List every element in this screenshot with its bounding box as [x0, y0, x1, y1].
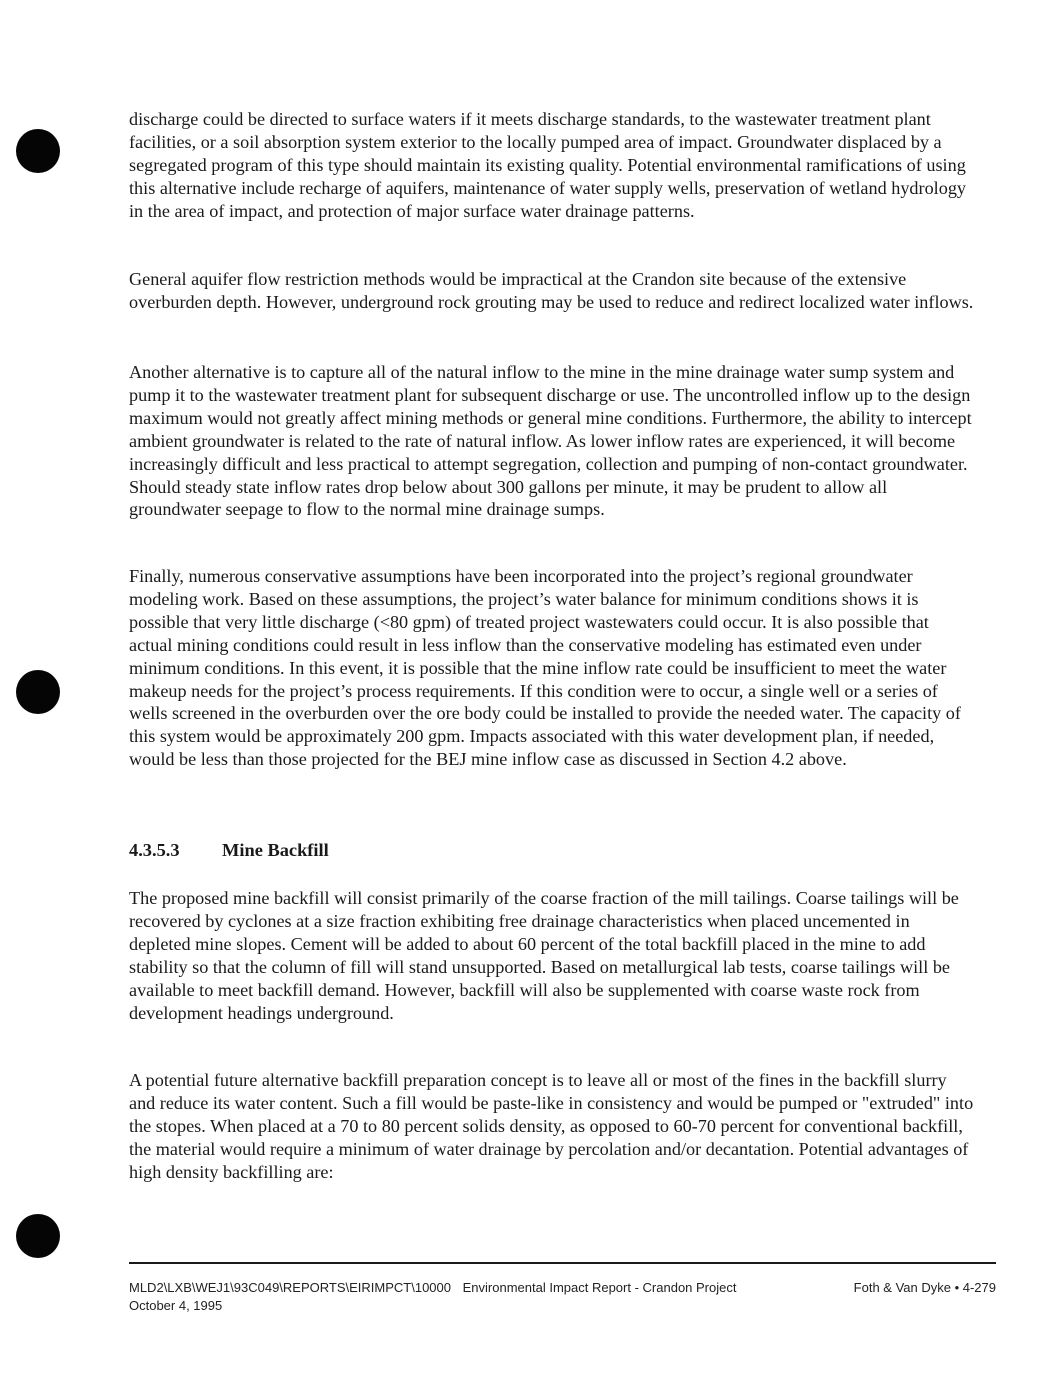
footer-report-title: Environmental Impact Report - Crandon Project	[462, 1280, 737, 1295]
section-number: 4.3.5.3	[129, 840, 180, 860]
footer-file-path: MLD2\LXB\WEJ1\93C049\REPORTS\EIRIMPCT\10000	[129, 1280, 451, 1295]
paragraph-conservative-assumptions: Finally, numerous conservative assumptions have been incorporated into the project’s regional groundwater modeling work. Based on these assumptions, the project’s water balance for minimum conditions shows it is possible that very little discharge (<80 gpm) of treated project wastewaters could occur. It is also possible that actual mining conditions could result in less inflow than the conservative modeling has estimated even under minimum conditions. In this event, it is possible that the mine inflow rate could be insufficient to meet the water makeup needs for the project’s process requirements. If this condition were to occur, a single well or a series of wells screened in the overburden over the ore body could be installed to provide the needed water. The capacity of this system would be approximately 200 gpm. Impacts associated with this water development plan, if needed, would be less than those projected for the BEJ mine inflow case as discussed in Section 4.2 above.	[129, 566, 961, 770]
paragraph-capture-inflow: Another alternative is to capture all of the natural inflow to the mine in the mine drainage water sump system and pump it to the wastewater treatment plant for subsequent discharge or use. The uncontrolled inflow up to the design maximum would not greatly affect mining methods or general mine conditions. Furthermore, the ability to intercept ambient groundwater is related to the rate of natural inflow. As lower inflow rates are experienced, it will become increasingly difficult and less practical to attempt segregation, collection and pumping of non-contact groundwater. Should steady state inflow rates drop below about 300 gallons per minute, it may be prudent to allow all groundwater seepage to flow to the normal mine drainage sumps.	[129, 362, 972, 520]
footer-rule	[129, 1262, 996, 1264]
binder-hole-top	[16, 129, 60, 173]
section-title: Mine Backfill	[222, 840, 329, 860]
footer-date: October 4, 1995	[129, 1298, 223, 1313]
paragraph-mine-backfill: The proposed mine backfill will consist primarily of the coarse fraction of the mill tailings. Coarse tailings will be recovered by cyclones at a size fraction exhibiting free drainage characteristics when placed uncemented in depleted mine slopes. Cement will be added to about 60 percent of the total backfill placed in the mine to add stability so that the column of fill will stand unsupported. Based on metallurgical lab tests, coarse tailings will be available to meet backfill demand. However, backfill will also be supplemented with coarse waste rock from development headings underground.	[129, 888, 959, 1023]
paragraph-discharge-options: discharge could be directed to surface waters if it meets discharge standards, to the wastewater treatment plant facilities, or a soil absorption system exterior to the locally pumped area of impact. Groundwater displaced by a segregated program of this type should maintain its existing quality. Potential environmental ramifications of using this alternative include recharge of aquifers, maintenance of water supply wells, preservation of wetland hydrology in the area of impact, and protection of major surface water drainage patterns.	[129, 109, 967, 221]
paragraph-flow-restriction: General aquifer flow restriction methods would be impractical at the Crandon site because of the extensive overburden depth. However, underground rock grouting may be used to reduce and redirect localized water inflows.	[129, 269, 974, 312]
binder-hole-bottom	[16, 1214, 60, 1258]
footer-firm-page: Foth & Van Dyke • 4-279	[853, 1280, 996, 1295]
section-heading	[129, 840, 329, 861]
paragraph-backfill-alternative: A potential future alternative backfill preparation concept is to leave all or most of the fines in the backfill slurry and reduce its water content. Such a fill would be paste-like in consistency and would be pumped or "extruded" into the stopes. When placed at a 70 to 80 percent solids density, as opposed to 60-70 percent for conventional backfill, the material would require a minimum of water drainage by percolation and/or decantation. Potential advantages of high density backfilling are:	[129, 1070, 974, 1182]
binder-hole-middle	[16, 670, 60, 714]
